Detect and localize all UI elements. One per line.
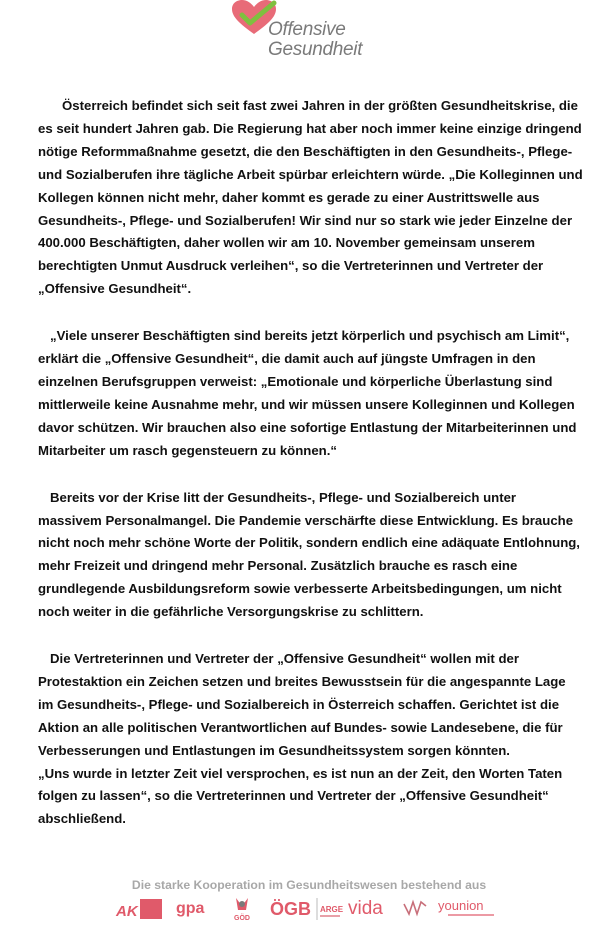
paragraph-1: Österreich befindet sich seit fast zwei Jahren in der größten Gesundheitskrise, die es seit hundert Jahren gab. Die Regierung hat aber noch immer keine einzige dringend nötige Reformmaßnahme gesetzt, die den Beschäftigten in den Gesundheits-, Pflege- und Sozialberufen ihre tägliche Arbeit spürbar erleichtern würde. „Die Kolleginnen und Kollegen können nicht mehr, daher kommt es gerade zu einer Austrittswelle aus Gesundheits-, Pflege- und Sozialberufen! Wir sind nur so stark wie jeder Einzelne der 400.000 Beschäftigten, daher wollen wir am 10. November gemeinsam unserem berechtigten Unmut Ausdruck verleihen“, so die Vertreterinnen und Vertreter der „Offensive Gesundheit“.	[38, 98, 583, 297]
paragraph-4	[38, 648, 583, 831]
footer	[0, 876, 600, 926]
article-body	[38, 95, 583, 855]
partner-logo-oegb: ÖGB	[270, 899, 312, 919]
logo-line-1: Offensive	[268, 19, 346, 40]
partner-goed-label: GÖD	[234, 915, 250, 922]
paragraph-4-quote: „Uns wurde in letzter Zeit viel versprochen, es ist nun an der Zeit, den Worten Taten folgen zu lassen“, so die Vertreterinnen und Vertreter der „Offensive Gesundheit“ abschließend.	[38, 765, 563, 827]
partner-logo-younion	[438, 896, 498, 922]
partner-logo-gpa: gpa	[176, 900, 205, 917]
partner-younion-label: younion	[438, 898, 484, 913]
partner-logo-vida: vida	[348, 898, 383, 919]
header-logo	[230, 0, 400, 68]
paragraph-2: „Viele unserer Beschäftigten sind bereits jetzt körperlich und psychisch am Limit“, erklärt die „Offensive Gesundheit“, die damit auch auf jüngste Umfragen in den einzelnen Berufsgruppen verweist: „Emotionale und körperliche Überlastung sind mittlerweile keine Ausnahme mehr, und wir müssen unsere Kolleginnen und Kollegen davor schützen. Wir brauchen also eine sofortige Entlastung der Mitarbeiterinnen und Mitarbeiter um rasch gegensteuern zu können.“	[38, 328, 577, 458]
paragraph-3: Bereits vor der Krise litt der Gesundheits-, Pflege- und Sozialbereich unter massivem Personalmangel. Die Pandemie verschärfte diese Entwicklung. Es brauche nicht noch mehr schöne Worte der Politik, sondern endlich eine adäquate Entlohnung, mehr Freizeit und dringend mehr Personal. Zusätzlich brauche es rasch eine grundlegende Ausbildungsreform sowie verbesserte Arbeitsbedingungen, um nicht noch weiter in die gefährliche Versorgungskrise zu schlittern.	[38, 489, 580, 620]
partner-arge-fgv-label: ARGE	[320, 905, 344, 914]
partner-logo-signature	[402, 896, 428, 922]
partner-logo-ak	[114, 896, 164, 922]
partner-logo-goed	[224, 896, 260, 922]
partner-ak-label: AK	[116, 903, 138, 920]
logo-wordmark	[268, 20, 362, 60]
paragraph-4-main: Die Vertreterinnen und Vertreter der „Offensive Gesundheit“ wollen mit der Protestaktion ein Zeichen setzen und breites Bewusstsein für die angespannte Lage im Gesundheits-, Pflege- und Sozialbereich in Österreich schaffen. Gerichtet ist die Aktion an alle politischen Verantwortlichen auf Bundes- sowie Landesebene, die für Verbesserungen und Entlastungen im Gesundheitssystem sorgen könnten.	[38, 651, 566, 758]
footer-caption: Die starke Kooperation im Gesundheitswesen bestehend aus	[131, 878, 487, 892]
logo-line-2: Gesundheit	[268, 39, 363, 60]
partner-logo-arge-fgv	[316, 896, 344, 922]
